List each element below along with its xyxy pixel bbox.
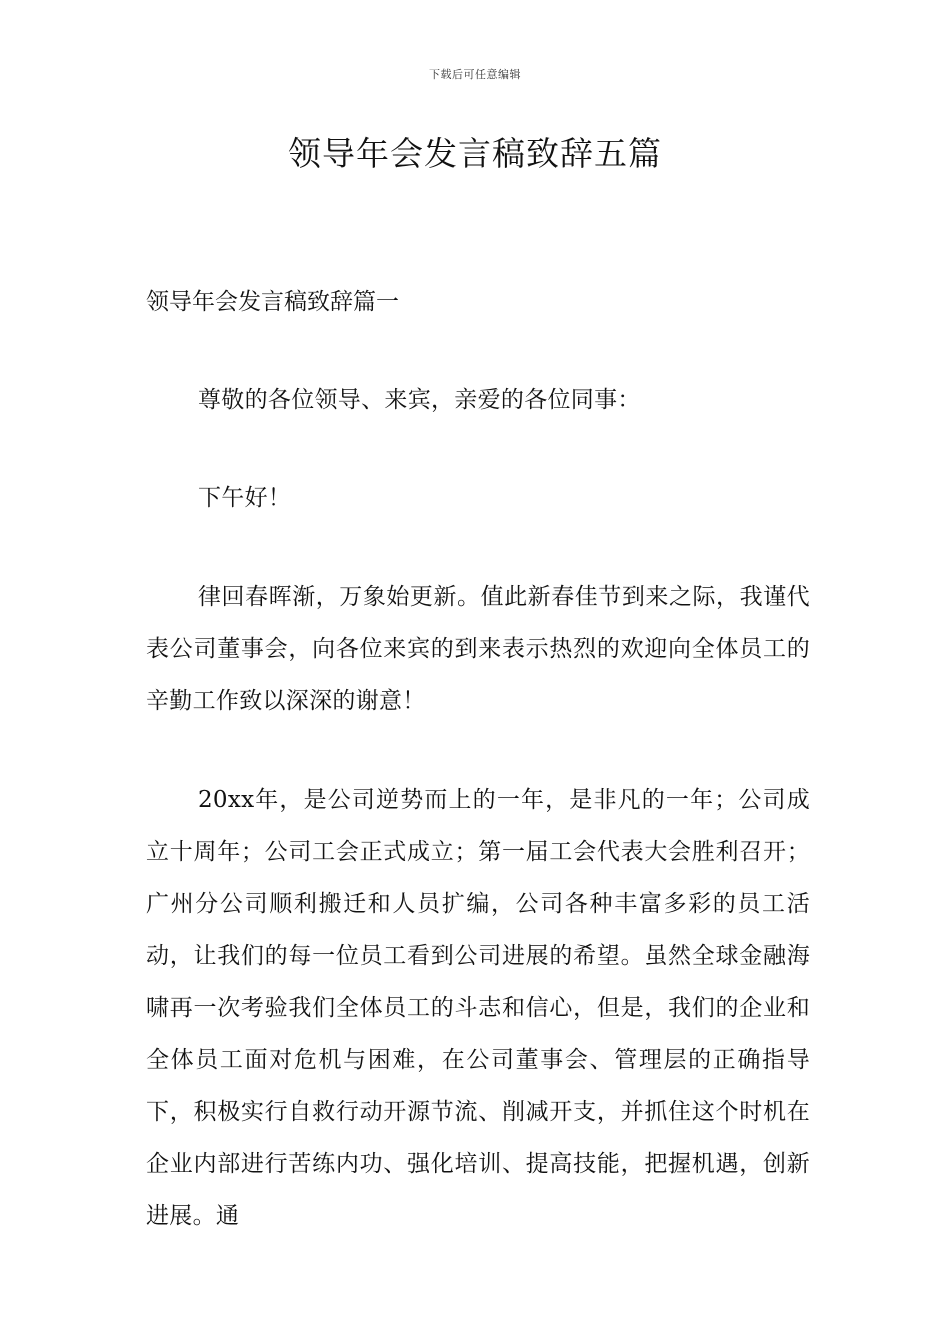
paragraph-greeting: 尊敬的各位领导、来宾，亲爱的各位同事： (198, 387, 641, 413)
paragraph-review: 20xx年，是公司逆势而上的一年，是非凡的一年；公司成立十周年；公司工会正式成立；第一届工会代表大会胜利召开；广州分公司顺利搬迁和人员扩编，公司各种丰富多彩的员工活动，让我们的每一位员工看到公司进展的希望。虽然全球金融海啸再一次考验我们全体员工的斗志和信心，但是，我们的企业和全体员工面对危机与困难，在公司董事会、管理层的正确指导下，积极实行自救行动开源节流、削减开支，并抓住这个时机在企业内部进行苦练内功、强化培训、提高技能，把握机遇，创新进展。通 (146, 787, 810, 1229)
paragraph-welcome: 律回春晖渐，万象始更新。值此新春佳节到来之际，我谨代表公司董事会，向各位来宾的到来表示热烈的欢迎向全体员工的辛勤工作致以深深的谢意！ (146, 584, 810, 714)
header-note: 下载后可任意编辑 (429, 68, 521, 81)
paragraph-salutation: 下午好！ (198, 485, 292, 511)
section-heading: 领导年会发言稿致辞篇一 (146, 289, 399, 315)
document-title: 领导年会发言稿致辞五篇 (288, 134, 662, 173)
